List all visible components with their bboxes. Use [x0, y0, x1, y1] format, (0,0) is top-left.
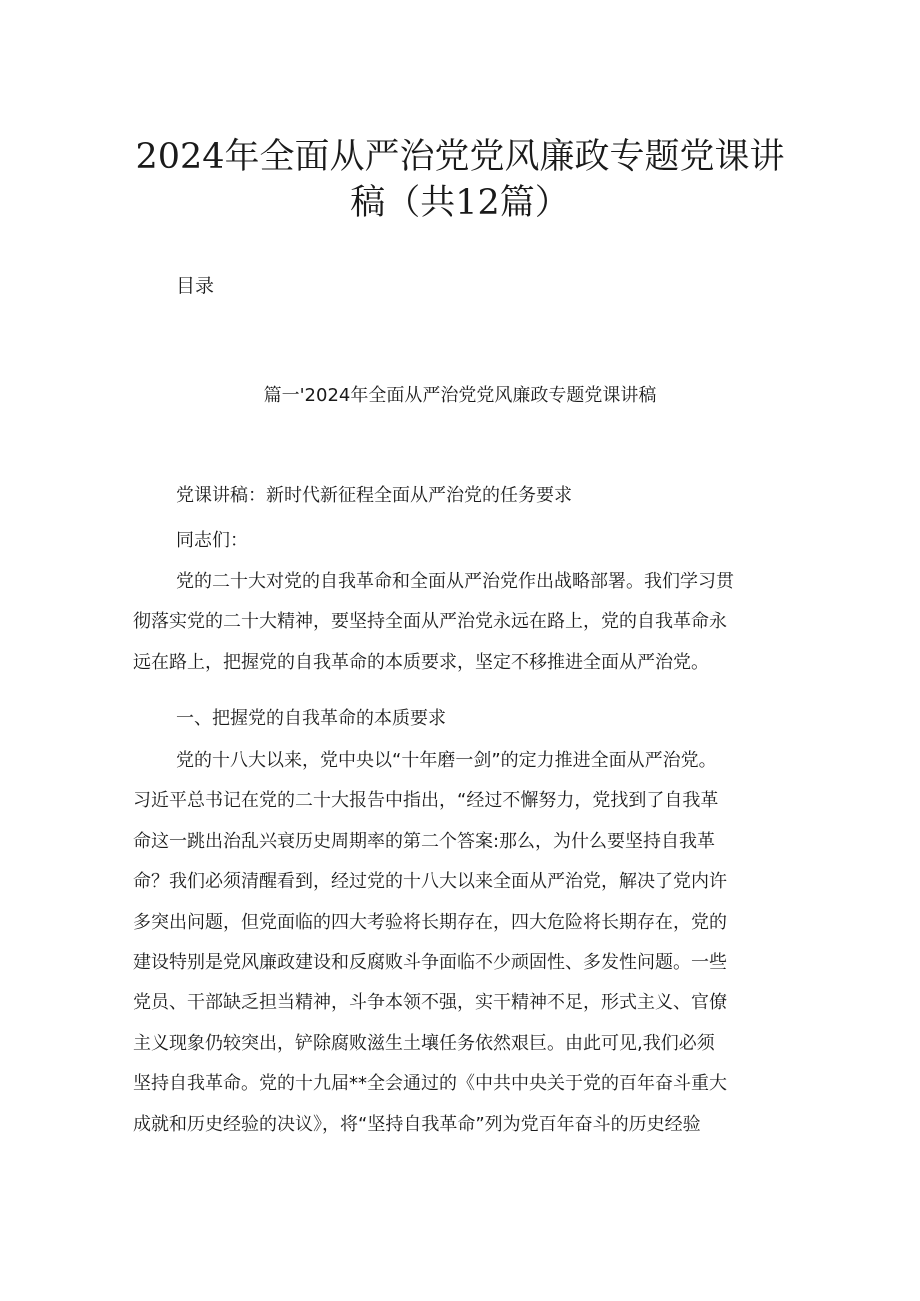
paragraph-2-line: 命？我们必须清醒看到，经过党的十八大以来全面从严治党，解决了党内许 [133, 871, 727, 893]
paragraph-2-line: 党的十八大以来，党中央以“十年磨一剑”的定力推进全面从严治党。 [176, 750, 717, 771]
paragraph-2-line: 命这一跳出治乱兴衰历史周期率的第二个答案:那么，为什么要坚持自我革 [133, 830, 716, 852]
paragraph-2-line: 习近平总书记在党的二十大报告中指出，“经过不懈努力，党找到了自我革 [133, 790, 719, 812]
document-title [120, 134, 800, 226]
paragraph-2-line: 建设特别是党风廉政建设和反腐败斗争面临不少顽固性、多发性问题。一些 [133, 952, 727, 974]
subheading-1: 一、把握党的自我革命的本质要求 [176, 708, 446, 729]
paragraph-1-line: 远在路上，把握党的自我革命的本质要求，坚定不移推进全面从严治党。 [133, 651, 709, 673]
paragraph-2-line: 党员、干部缺乏担当精神，斗争本领不强，实干精神不足，形式主义、官僚 [133, 992, 727, 1014]
document-title-line-2: 稿（共12篇） [350, 183, 570, 223]
lecture-title: 党课讲稿：新时代新征程全面从严治党的任务要求 [176, 485, 572, 506]
salutation: 同志们： [176, 530, 248, 551]
toc-heading: 目录 [176, 275, 215, 297]
paragraph-2 [133, 741, 795, 1145]
paragraph-1-line: 彻落实党的二十大精神，要坚持全面从严治党永远在路上，党的自我革命永 [133, 611, 727, 633]
paragraph-2-line: 成就和历史经验的决议》，将“坚持自我革命”列为党百年奋斗的历史经验 [133, 1113, 701, 1135]
paragraph-2-line: 主义现象仍较突出，铲除腐败滋生土壤任务依然艰巨。由此可见,我们必须 [133, 1032, 715, 1054]
paragraph-1 [133, 562, 795, 683]
document-title-line-1: 2024年全面从严治党党风廉政专题党课讲 [135, 137, 785, 177]
section-heading: 篇一'2024年全面从严治党党风廉政专题党课讲稿 [263, 385, 657, 406]
paragraph-2-line: 坚持自我革命。党的十九届**全会通过的《中共中央关于党的百年奋斗重大 [133, 1073, 727, 1095]
paragraph-1-line: 党的二十大对党的自我革命和全面从严治党作出战略部署。我们学习贯 [176, 571, 734, 592]
paragraph-2-line: 多突出问题，但党面临的四大考验将长期存在，四大危险将长期存在，党的 [133, 911, 727, 933]
